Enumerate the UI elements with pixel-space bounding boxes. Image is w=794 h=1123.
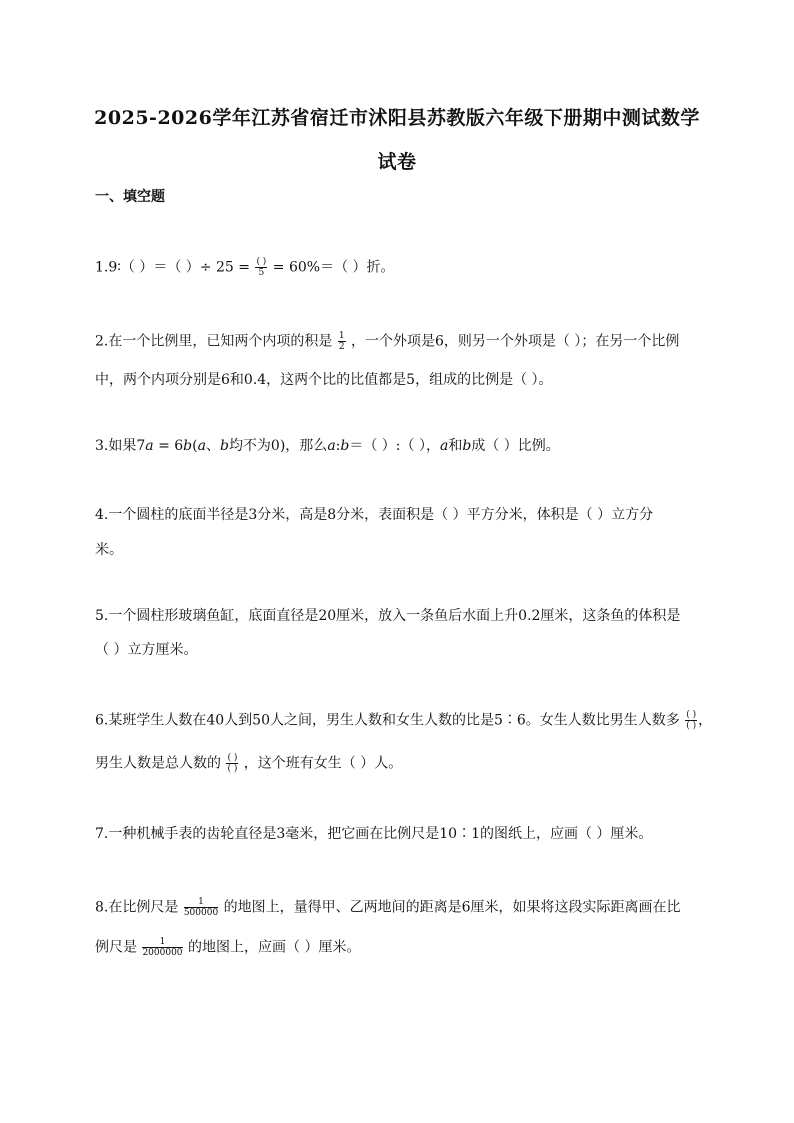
- variable-b: b: [219, 438, 229, 454]
- question-8-line-2: [95, 937, 360, 958]
- fraction-numerator: ( ): [686, 710, 697, 720]
- fraction: [338, 331, 346, 352]
- question-2-text: 2.在一个比例里，已知两个内项的积是: [95, 333, 333, 350]
- section-heading-fill-in: 一、填空题: [95, 189, 165, 205]
- q3-text: (: [192, 438, 198, 454]
- fraction: [226, 753, 238, 774]
- question-6-text: 男生人数是总人数的: [95, 755, 221, 772]
- exam-title-continued: 试卷: [377, 151, 417, 173]
- question-6-text: ，: [698, 712, 713, 729]
- variable-b: b: [340, 438, 350, 454]
- question-5-line-2: （ ）立方厘米。: [95, 642, 198, 658]
- fraction-denominator: 2000000: [142, 948, 183, 958]
- scale-fraction: [184, 897, 218, 918]
- q3-text: 均不为0)，那么: [228, 438, 328, 454]
- fraction-numerator: 1: [142, 937, 182, 948]
- question-2: [95, 331, 679, 352]
- fraction-numerator: 1: [338, 331, 345, 341]
- q3-text: 成（ ）比例。: [471, 438, 560, 454]
- question-8-text: 的地图上，量得甲、乙两地间的距离是6厘米，如果将这段实际距离画在比: [223, 899, 681, 916]
- fraction-numerator: 1: [184, 897, 218, 908]
- scale-fraction: [142, 937, 182, 958]
- fraction-numerator: ( ): [227, 753, 238, 763]
- question-6-text: 6.某班学生人数在40人到50人之间，男生人数和女生人数的比是5∶6。女生人数比男生人数多: [95, 712, 680, 729]
- question-6-text-end: ，这个班有女生（ ）人。: [243, 755, 403, 772]
- variable-a: a: [197, 438, 206, 454]
- question-3: [95, 436, 560, 456]
- question-7: 7.一种机械手表的齿轮直径是3毫米，把它画在比例尺是10∶1的图纸上，应画（ ）厘米。: [95, 826, 653, 842]
- question-2-line-2: 中，两个内项分别是6和0.4，这两个比的比值都是5，组成的比例是（ ）。: [95, 372, 553, 388]
- q3-text: 、: [205, 438, 220, 454]
- question-2-text-end: ，一个外项是6，则另一个外项是（ ）；在另一个比例: [351, 333, 680, 350]
- q3-text: = 6: [153, 438, 184, 454]
- variable-b: b: [462, 438, 472, 454]
- question-8-text-end: 的地图上，应画（ ）厘米。: [188, 939, 361, 956]
- question-8-text: 例尺是: [95, 939, 137, 956]
- variable-a: a: [145, 438, 154, 454]
- fraction: [255, 257, 267, 278]
- question-1-text-end: = 60%＝（ ）折。: [272, 259, 395, 276]
- question-6: [95, 710, 712, 731]
- question-4-line-2: 米。: [95, 542, 123, 558]
- variable-b: b: [183, 438, 193, 454]
- q3-text: :: [335, 438, 341, 454]
- fraction-denominator: 500000: [183, 908, 219, 918]
- question-6-line-2: [95, 753, 402, 774]
- fraction-denominator: ( ): [227, 764, 238, 774]
- question-8-text: 8.在比例尺是: [95, 899, 179, 916]
- q3-text: ＝（ ）:（ ），: [349, 438, 440, 454]
- question-1: [95, 257, 395, 278]
- fraction-denominator: ( ): [686, 721, 697, 731]
- fraction: [685, 710, 697, 731]
- q3-text: 3.如果7: [95, 438, 146, 454]
- fraction-numerator: ( ): [256, 257, 267, 267]
- variable-a: a: [439, 438, 449, 454]
- fraction-denominator: 5: [258, 268, 265, 278]
- q3-text: 和: [448, 438, 463, 454]
- fraction-denominator: 2: [338, 342, 345, 352]
- question-4: 4.一个圆柱的底面半径是3分米，高是8分米，表面积是（ ）平方分米，体积是（ ）立方分: [95, 507, 654, 523]
- question-5: 5.一个圆柱形玻璃鱼缸，底面直径是20厘米，放入一条鱼后水面上升0.2厘米，这条鱼的体积是: [95, 608, 681, 624]
- exam-title: 2025-2026学年江苏省宿迁市沭阳县苏教版六年级下册期中测试数学: [94, 107, 700, 129]
- question-1-text: 1.9∶（ ）＝（ ）÷ 25 =: [95, 259, 250, 276]
- variable-a: a: [327, 438, 336, 454]
- question-8: [95, 897, 681, 918]
